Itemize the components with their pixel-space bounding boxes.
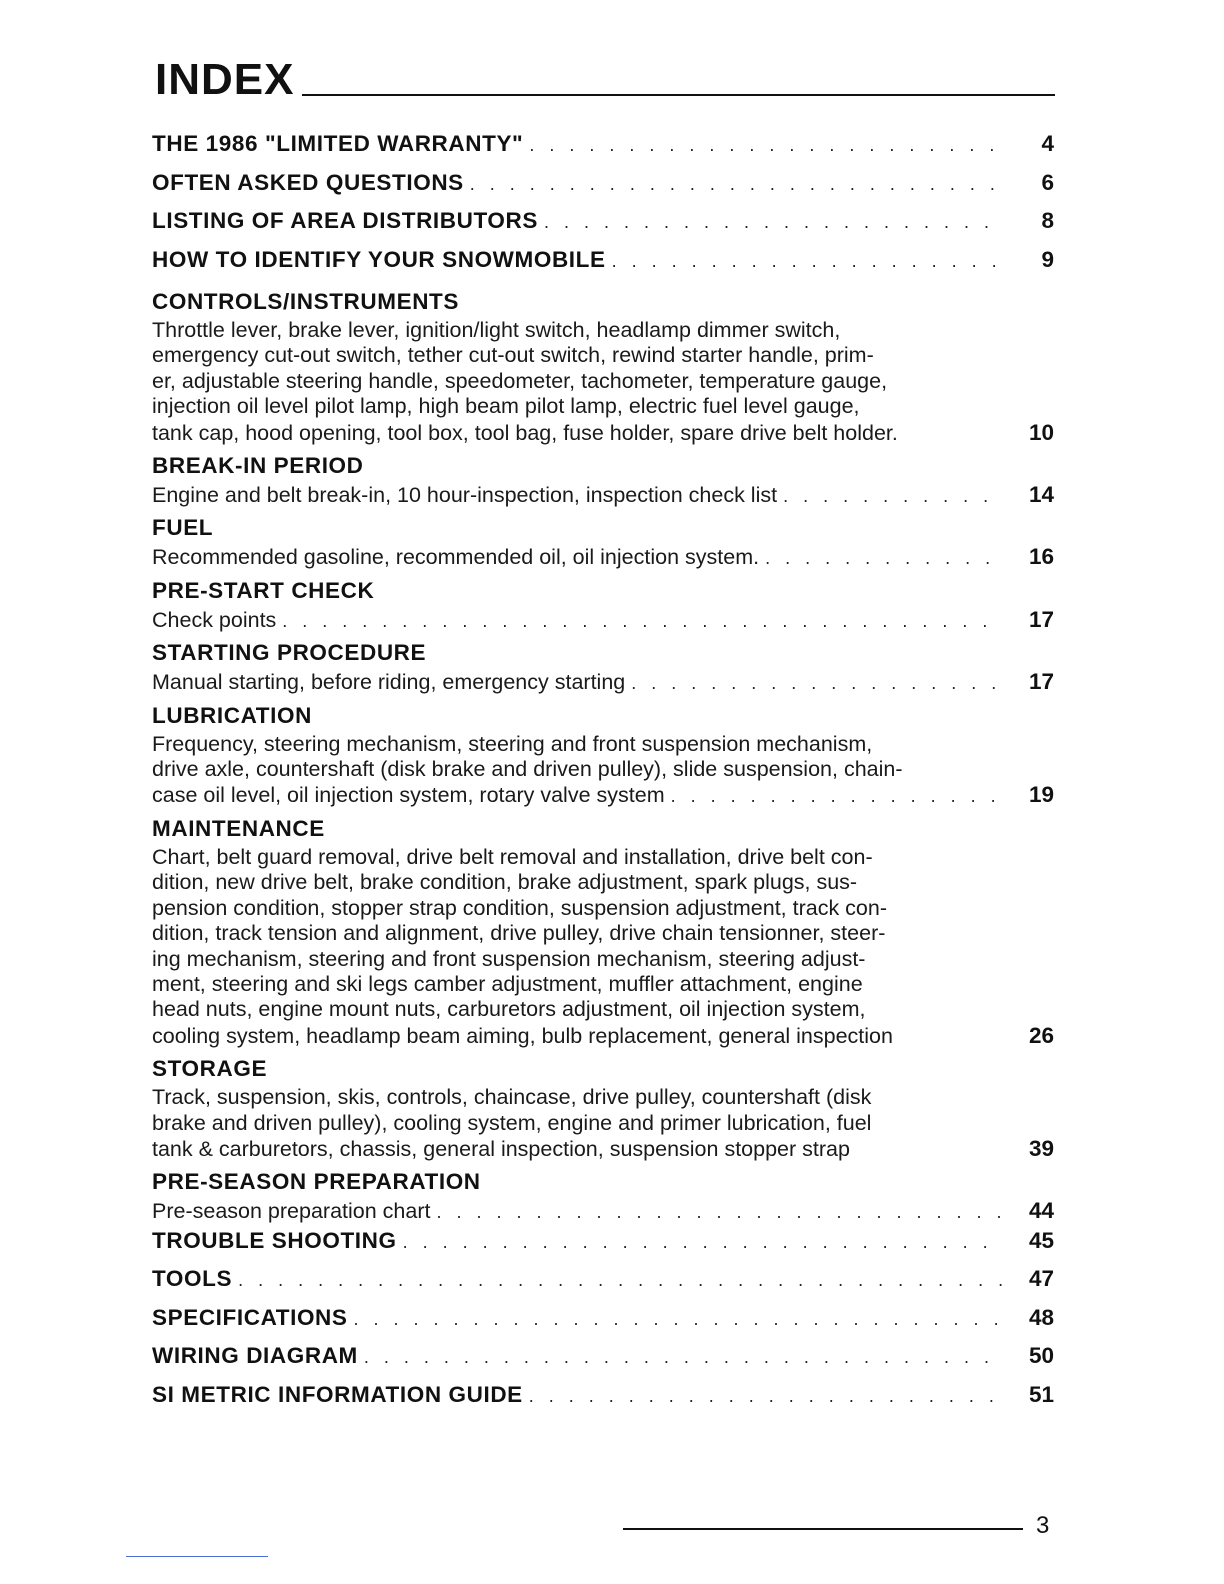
entry-description-row	[152, 420, 1054, 446]
entry-description-row	[152, 1136, 1054, 1162]
index-entry-row	[152, 1225, 1054, 1257]
dot-leader	[470, 174, 1002, 195]
index-entry	[152, 637, 1054, 695]
entry-heading: TROUBLE SHOOTING	[152, 1227, 397, 1253]
entry-heading: STARTING PROCEDURE	[152, 640, 427, 666]
entry-heading: HOW TO IDENTIFY YOUR SNOWMOBILE	[152, 246, 606, 272]
entry-description-line: Manual starting, before riding, emergency starting	[152, 670, 626, 695]
entry-description-line: tank & carburetors, chassis, general inspection, suspension stopper strap	[152, 1136, 850, 1161]
dot-leader	[544, 212, 1002, 233]
index-entry-row	[152, 1379, 1054, 1411]
entry-description-line: dition, track tension and alignment, drive pulley, drive chain tensionner, steer-	[152, 921, 886, 946]
dot-leader	[765, 548, 1002, 569]
entry-heading: SPECIFICATIONS	[152, 1304, 348, 1330]
entry-description-row	[152, 972, 1054, 997]
entry-description-line: er, adjustable steering handle, speedometer, tachometer, temperature gauge,	[152, 368, 888, 393]
entry-description-line: emergency cut-out switch, tether cut-out switch, rewind starter handle, prim-	[152, 343, 874, 368]
index-entry-row	[152, 167, 1054, 199]
index-entry-row	[152, 1302, 1054, 1334]
entry-heading: BREAK-IN PERIOD	[152, 453, 364, 479]
entry-description-row	[152, 318, 1054, 343]
entry-description-line: case oil level, oil injection system, rotary valve system	[152, 783, 665, 808]
index-entry-row	[152, 128, 1054, 160]
index-entry	[152, 167, 1054, 206]
entry-description-row	[152, 394, 1054, 419]
entry-page-number: 44	[1028, 1198, 1054, 1224]
index-entry	[152, 512, 1054, 570]
entry-description-row	[152, 896, 1054, 921]
entry-description-line: drive axle, countershaft (disk brake and driven pulley), slide suspension, chain-	[152, 757, 903, 782]
dot-leader	[529, 1386, 1002, 1407]
index-entry	[152, 1225, 1054, 1264]
entry-description-row	[152, 870, 1054, 895]
entry-page-number: 50	[1028, 1343, 1054, 1369]
index-entry	[152, 1263, 1054, 1302]
entry-heading: OFTEN ASKED QUESTIONS	[152, 169, 464, 195]
entry-description-line: Frequency, steering mechanism, steering and front suspension mechanism,	[152, 731, 873, 756]
index-entry	[152, 1302, 1054, 1341]
entry-page-number: 16	[1028, 544, 1054, 570]
title-rule	[302, 94, 1055, 96]
entry-description-row	[152, 845, 1054, 870]
entry-description-row	[152, 369, 1054, 394]
entry-description-line: cooling system, headlamp beam aiming, bulb replacement, general inspection	[152, 1023, 893, 1048]
page-number: 3	[1036, 1512, 1050, 1539]
entry-page-number: 45	[1028, 1227, 1054, 1253]
entry-page-number: 14	[1028, 482, 1054, 508]
index-entry	[152, 205, 1054, 244]
entry-description-line: tank cap, hood opening, tool box, tool bag, fuse holder, spare drive belt holder.	[152, 420, 898, 445]
entry-page-number: 47	[1028, 1266, 1054, 1292]
entry-page-number: 8	[1041, 208, 1054, 233]
entry-description-row	[152, 1111, 1054, 1136]
entry-description-row	[152, 1198, 1054, 1224]
entry-page-number: 48	[1028, 1304, 1054, 1330]
index-entry	[152, 813, 1054, 1049]
dot-leader	[436, 1202, 1002, 1223]
dot-leader	[354, 1309, 1003, 1330]
entry-description-line: ment, steering and ski legs camber adjustment, muffler attachment, engine	[152, 971, 863, 996]
index-entry	[152, 1340, 1054, 1379]
entry-page-number: 4	[1041, 131, 1054, 156]
entry-description-row	[152, 921, 1054, 946]
index-entry-row	[152, 1263, 1054, 1295]
entry-heading: STORAGE	[152, 1056, 268, 1082]
entry-description-row	[152, 1085, 1054, 1110]
entry-heading: CONTROLS/INSTRUMENTS	[152, 289, 459, 314]
dot-leader	[671, 786, 1002, 807]
entry-description-row	[152, 947, 1054, 972]
dot-leader	[783, 486, 1002, 507]
entry-heading: FUEL	[152, 515, 214, 541]
page-title-row	[155, 55, 1055, 104]
entry-heading: MAINTENANCE	[152, 815, 325, 841]
entry-page-number: 6	[1041, 169, 1054, 195]
dot-leader	[364, 1347, 1002, 1368]
entry-page-number: 17	[1028, 669, 1054, 695]
index-entry-row	[152, 205, 1054, 237]
entry-page-number: 39	[1028, 1135, 1054, 1161]
entry-description-row	[152, 732, 1054, 757]
entry-description-row	[152, 782, 1054, 808]
page-title: INDEX	[155, 55, 295, 104]
entry-description-row	[152, 607, 1054, 633]
index-entry	[152, 1379, 1054, 1418]
dot-leader	[612, 251, 1002, 272]
entry-description-row	[152, 482, 1054, 508]
entry-description-line: Engine and belt break-in, 10 hour-inspection, inspection check list	[152, 483, 778, 508]
dot-leader	[631, 673, 1002, 694]
entry-page-number: 17	[1028, 606, 1054, 632]
index-entry	[152, 244, 1054, 283]
entry-description-row	[152, 343, 1054, 368]
entry-description-row	[152, 1023, 1054, 1049]
entry-description-line: head nuts, engine mount nuts, carburetors adjustment, oil injection system,	[152, 997, 866, 1022]
dot-leader	[238, 1270, 1002, 1291]
index-entry-row	[152, 1340, 1054, 1372]
index-entry	[152, 575, 1054, 633]
entry-description-line: Throttle lever, brake lever, ignition/light switch, headlamp dimmer switch,	[152, 318, 841, 342]
entry-description-line: Check points	[152, 607, 277, 632]
entry-page-number: 26	[1028, 1022, 1054, 1048]
entry-description-row	[152, 544, 1054, 570]
index-entry	[152, 700, 1054, 809]
entry-page-number: 9	[1041, 246, 1054, 272]
entry-description-line: Pre-season preparation chart	[152, 1199, 431, 1224]
index-entry	[152, 1053, 1054, 1162]
entry-description-line: Track, suspension, skis, controls, chaincase, drive pulley, countershaft (disk	[152, 1085, 872, 1110]
entry-heading: LUBRICATION	[152, 702, 312, 728]
dot-leader	[529, 135, 1002, 156]
entry-description-line: injection oil level pilot lamp, high beam pilot lamp, electric fuel level gauge,	[152, 394, 860, 419]
entry-page-number: 51	[1028, 1381, 1054, 1407]
entry-description-line: dition, new drive belt, brake condition, brake adjustment, spark plugs, sus-	[152, 870, 858, 895]
footer-rule	[623, 1528, 1023, 1530]
table-of-contents	[152, 128, 1054, 1417]
index-entry	[152, 128, 1054, 167]
dot-leader	[403, 1232, 1002, 1253]
index-entry	[152, 450, 1054, 508]
entry-heading: LISTING OF AREA DISTRIBUTORS	[152, 208, 538, 233]
margin-mark	[126, 1556, 268, 1557]
entry-heading: WIRING DIAGRAM	[152, 1343, 358, 1369]
entry-description-row	[152, 669, 1054, 695]
entry-description-row	[152, 757, 1054, 782]
entry-heading: PRE-START CHECK	[152, 577, 375, 603]
index-entry	[152, 286, 1054, 446]
entry-description-line: brake and driven pulley), cooling system, engine and primer lubrication, fuel	[152, 1110, 872, 1135]
entry-description-row	[152, 997, 1054, 1022]
entry-heading: PRE-SEASON PREPARATION	[152, 1169, 481, 1195]
entry-description-line: ing mechanism, steering and front suspension mechanism, steering adjust-	[152, 946, 866, 971]
entry-heading: TOOLS	[152, 1266, 233, 1292]
entry-description-line: pension condition, stopper strap condition, suspension adjustment, track con-	[152, 895, 888, 920]
dot-leader	[282, 611, 1002, 632]
entry-description-line: Recommended gasoline, recommended oil, oil injection system.	[152, 545, 760, 570]
index-entry	[152, 1166, 1054, 1224]
entry-heading: THE 1986 "LIMITED WARRANTY"	[152, 131, 524, 156]
index-entry-row	[152, 244, 1054, 276]
entry-page-number: 19	[1028, 782, 1054, 808]
entry-description-line: Chart, belt guard removal, drive belt removal and installation, drive belt con-	[152, 844, 873, 869]
entry-page-number: 10	[1028, 419, 1054, 445]
entry-heading: SI METRIC INFORMATION GUIDE	[152, 1381, 523, 1407]
